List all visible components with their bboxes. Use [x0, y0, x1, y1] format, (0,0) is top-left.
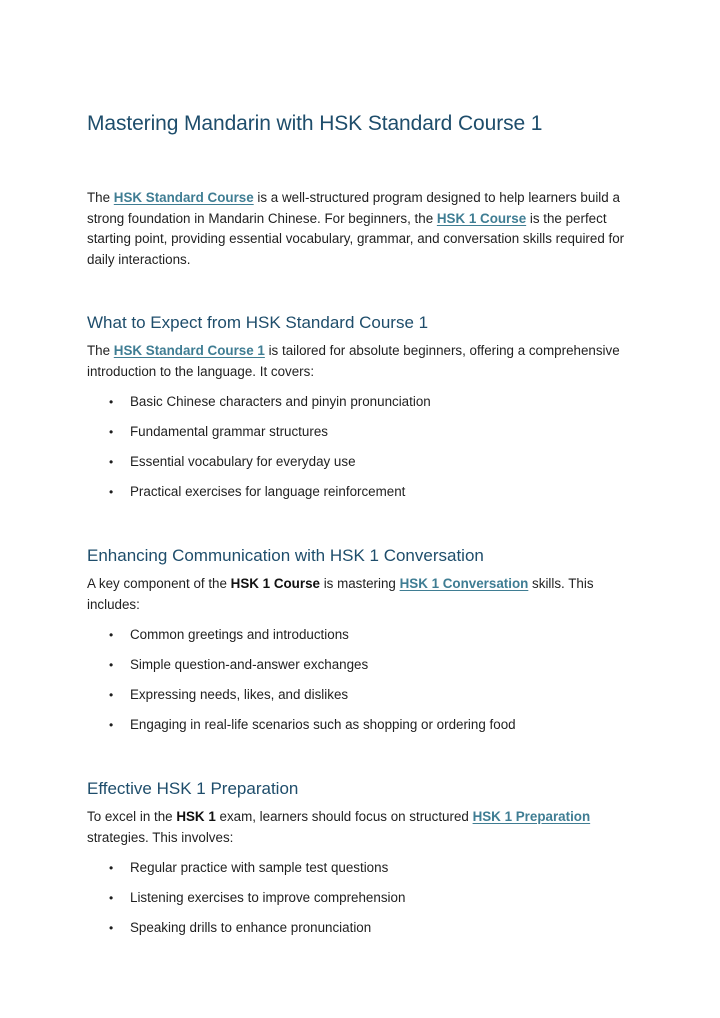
list-item: • Simple question-and-answer exchanges	[87, 655, 632, 675]
intro-paragraph: The HSK Standard Course is a well-structured program designed to help learners build a strong foundation in Mandarin Chinese. For beginners, the HSK 1 Course is the perfect starting point, providing essential vocabulary, grammar, and conversation skills required for daily interactions.	[87, 190, 625, 267]
section3-list	[87, 858, 632, 938]
list-item: • Engaging in real-life scenarios such as shopping or ordering food	[87, 715, 632, 735]
section1-paragraph: The HSK Standard Course 1 is tailored for absolute beginners, offering a comprehensive introduction to the language. It covers:	[87, 343, 620, 379]
section-heading-hsk1-conversation: Enhancing Communication with HSK 1 Conversation	[87, 546, 484, 565]
section2-list	[87, 625, 632, 735]
hsk-1-bold: HSK 1	[176, 809, 216, 824]
section-heading-what-to-expect: What to Expect from HSK Standard Course 1	[87, 313, 429, 332]
section3-paragraph: To excel in the HSK 1 exam, learners should focus on structured HSK 1 Preparation strategies. This involves:	[87, 809, 591, 845]
bullet-icon: •	[109, 395, 114, 409]
hsk-standard-course-link[interactable]: HSK Standard Course	[113, 190, 254, 205]
list-item: • Regular practice with sample test questions	[87, 858, 632, 878]
bullet-icon: •	[109, 425, 114, 439]
hsk-1-conversation-link[interactable]: HSK 1 Conversation	[399, 576, 529, 591]
section2-paragraph: A key component of the HSK 1 Course is mastering HSK 1 Conversation skills. This includes:	[87, 576, 594, 612]
list-item: • Basic Chinese characters and pinyin pronunciation	[87, 392, 632, 412]
bullet-icon: •	[109, 485, 114, 499]
hsk-1-preparation-link[interactable]: HSK 1 Preparation	[472, 809, 591, 824]
page-title: Mastering Mandarin with HSK Standard Course 1	[87, 112, 543, 135]
hsk-standard-course-1-link[interactable]: HSK Standard Course 1	[113, 343, 265, 358]
section1-list	[87, 392, 632, 502]
list-item: • Fundamental grammar structures	[87, 422, 632, 442]
bullet-icon: •	[109, 455, 114, 469]
section-heading-hsk1-preparation: Effective HSK 1 Preparation	[87, 779, 299, 798]
bullet-icon: •	[109, 658, 114, 672]
bullet-icon: •	[109, 921, 114, 935]
bullet-icon: •	[109, 891, 114, 905]
hsk-1-course-link[interactable]: HSK 1 Course	[436, 210, 527, 226]
bullet-icon: •	[109, 861, 114, 875]
bullet-icon: •	[109, 688, 114, 702]
list-item: • Essential vocabulary for everyday use	[87, 452, 632, 472]
bullet-icon: •	[109, 628, 114, 642]
list-item: • Common greetings and introductions	[87, 625, 632, 645]
list-item: • Practical exercises for language reinforcement	[87, 482, 632, 502]
hsk-1-course-bold: HSK 1 Course	[230, 576, 320, 591]
list-item: • Expressing needs, likes, and dislikes	[87, 685, 632, 705]
bullet-icon: •	[109, 718, 114, 732]
list-item: • Speaking drills to enhance pronunciation	[87, 918, 632, 938]
list-item: • Listening exercises to improve comprehension	[87, 888, 632, 908]
